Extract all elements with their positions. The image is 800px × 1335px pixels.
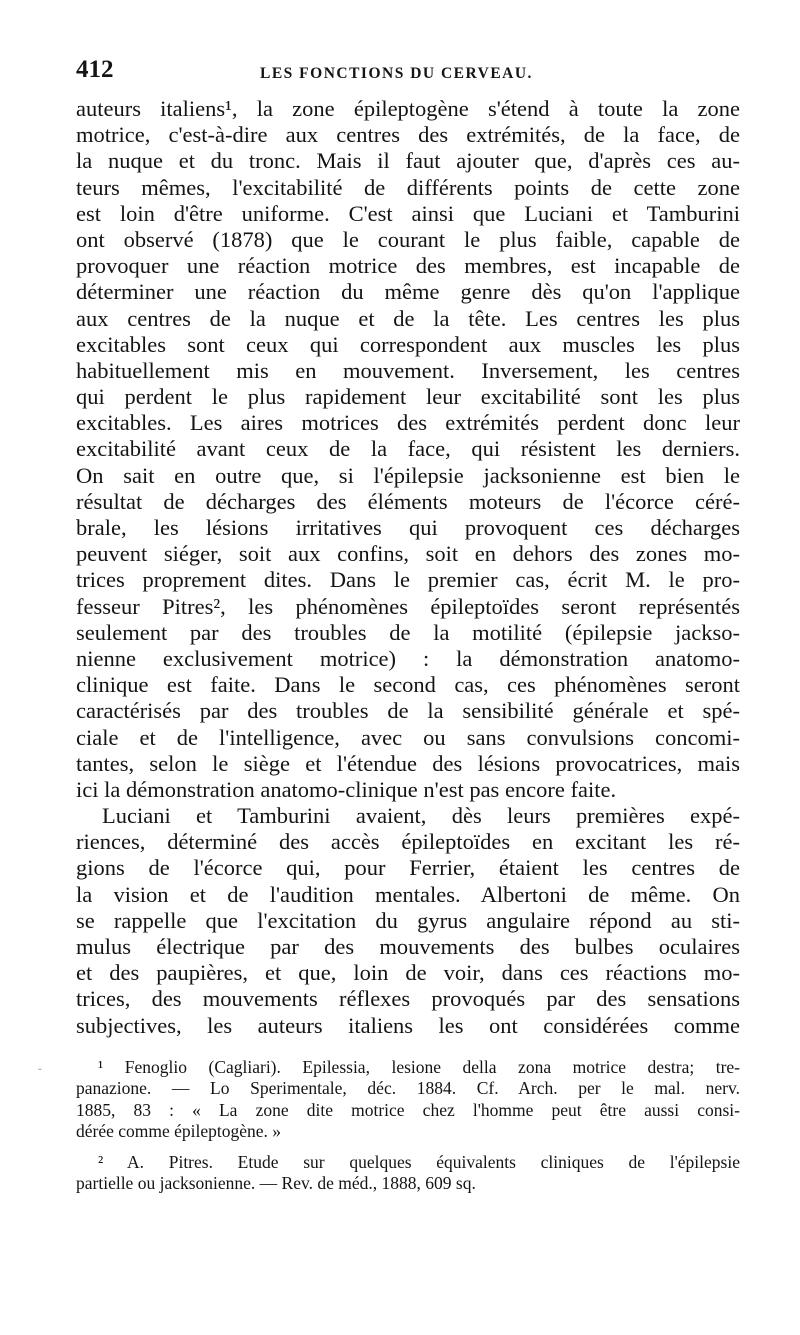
text-line: ciale et de l'intelligence, avec ou sans convulsions concomi- <box>76 724 740 750</box>
book-page <box>76 56 740 1195</box>
text-line: tantes, selon le siège et l'étendue des lésions provocatrices, mais <box>76 750 740 776</box>
text-line: teurs mêmes, l'excitabilité de différents points de cette zone <box>76 174 740 200</box>
footnote-line: ² A. Pitres. Etude sur quelques équivalents cliniques de l'épilepsie <box>98 1151 740 1172</box>
text-line: excitables sont ceux qui correspondent aux muscles les plus <box>76 331 740 357</box>
text-line: excitables. Les aires motrices des extrémités perdent donc leur <box>76 410 740 436</box>
footnote-2 <box>76 1152 740 1195</box>
footnote-line: panazione. — Lo Sperimentale, déc. 1884. Cf. Arch. per le mal. nerv. <box>76 1078 740 1099</box>
body-text <box>76 96 740 1039</box>
footnote-line: partielle ou jacksonienne. — Rev. de méd., 1888, 609 sq. <box>76 1173 476 1194</box>
text-line: déterminer une réaction du même genre dès qu'on l'applique <box>76 279 740 305</box>
footnote-gap <box>76 1143 740 1152</box>
text-line: Luciani et Tamburini avaient, dès leurs premières expé- <box>102 803 740 829</box>
text-line: résultat de décharges des éléments moteurs de l'écorce céré- <box>76 488 740 514</box>
footnote-line: dérée comme épileptogène. » <box>76 1121 282 1142</box>
footnote-line: ¹ Fenoglio (Cagliari). Epilessia, lesione della zona motrice destra; tre- <box>98 1056 740 1077</box>
text-line: ici la démonstration anatomo-clinique n'est pas encore faite. <box>76 776 617 802</box>
text-line: la vision et de l'audition mentales. Albertoni de même. On <box>76 881 740 907</box>
text-line: brale, les lésions irritatives qui provoquent ces décharges <box>76 515 740 540</box>
text-line: qui perdent le plus rapidement leur excitabilité sont les plus <box>76 384 740 410</box>
text-line: nienne exclusivement motrice) : la démonstration anatomo- <box>76 645 740 671</box>
text-line: aux centres de la nuque et de la tête. Les centres les plus <box>76 305 740 331</box>
text-line: caractérisés par des troubles de la sensibilité générale et spé- <box>76 698 740 724</box>
running-title: LES FONCTIONS DU CERVEAU. <box>260 65 533 82</box>
running-head <box>76 56 740 96</box>
text-line: subjectives, les auteurs italiens les ont considérées comme <box>76 1012 740 1038</box>
text-line: provoquer une réaction motrice des membres, est incapable de <box>76 253 740 279</box>
text-line: la nuque et du tronc. Mais il faut ajouter que, d'après ces au- <box>76 148 740 174</box>
text-line: se rappelle que l'excitation du gyrus angulaire répond au sti- <box>76 907 740 933</box>
text-line: trices, des mouvements réflexes provoqués par des sensations <box>76 986 740 1012</box>
text-line: excitabilité avant ceux de la face, qui résistent les derniers. <box>76 436 740 462</box>
text-line: est loin d'être uniforme. C'est ainsi que Luciani et Tamburini <box>76 200 740 226</box>
text-line: habituellement mis en mouvement. Inversement, les centres <box>76 357 740 383</box>
text-line: clinique est faite. Dans le second cas, ces phénomènes seront <box>76 672 740 698</box>
text-line: riences, déterminé des accès épileptoïdes en excitant les ré- <box>76 829 740 855</box>
footnote-line: 1885, 83 : « La zone dite motrice chez l'homme peut être aussi consi- <box>76 1099 740 1120</box>
text-line: et des paupières, et que, loin de voir, dans ces réactions mo- <box>76 960 740 986</box>
text-line: peuvent siéger, soit aux confins, soit en dehors des zones mo- <box>76 541 740 567</box>
footnote-1 <box>76 1057 740 1143</box>
text-line: gions de l'écorce qui, pour Ferrier, étaient les centres de <box>76 855 740 881</box>
footnotes <box>76 1057 740 1195</box>
text-line: On sait en outre que, si l'épilepsie jacksonienne est bien le <box>76 462 740 488</box>
paper-speck-mark: ˇ <box>38 1067 42 1079</box>
text-line: trices proprement dites. Dans le premier cas, écrit M. le pro- <box>76 567 740 593</box>
text-line: motrice, c'est-à-dire aux centres des extrémités, de la face, de <box>76 122 740 148</box>
text-line: auteurs italiens¹, la zone épileptogène s'étend à toute la zone <box>76 96 740 121</box>
text-line: fesseur Pitres², les phénomènes épileptoïdes seront représentés <box>76 593 740 619</box>
text-line: mulus électrique par des mouvements des bulbes oculaires <box>76 934 740 959</box>
text-line: seulement par des troubles de la motilité (épilepsie jackso- <box>76 619 740 645</box>
text-line: ont observé (1878) que le courant le plus faible, capable de <box>76 226 740 252</box>
page-number: 412 <box>76 56 114 83</box>
